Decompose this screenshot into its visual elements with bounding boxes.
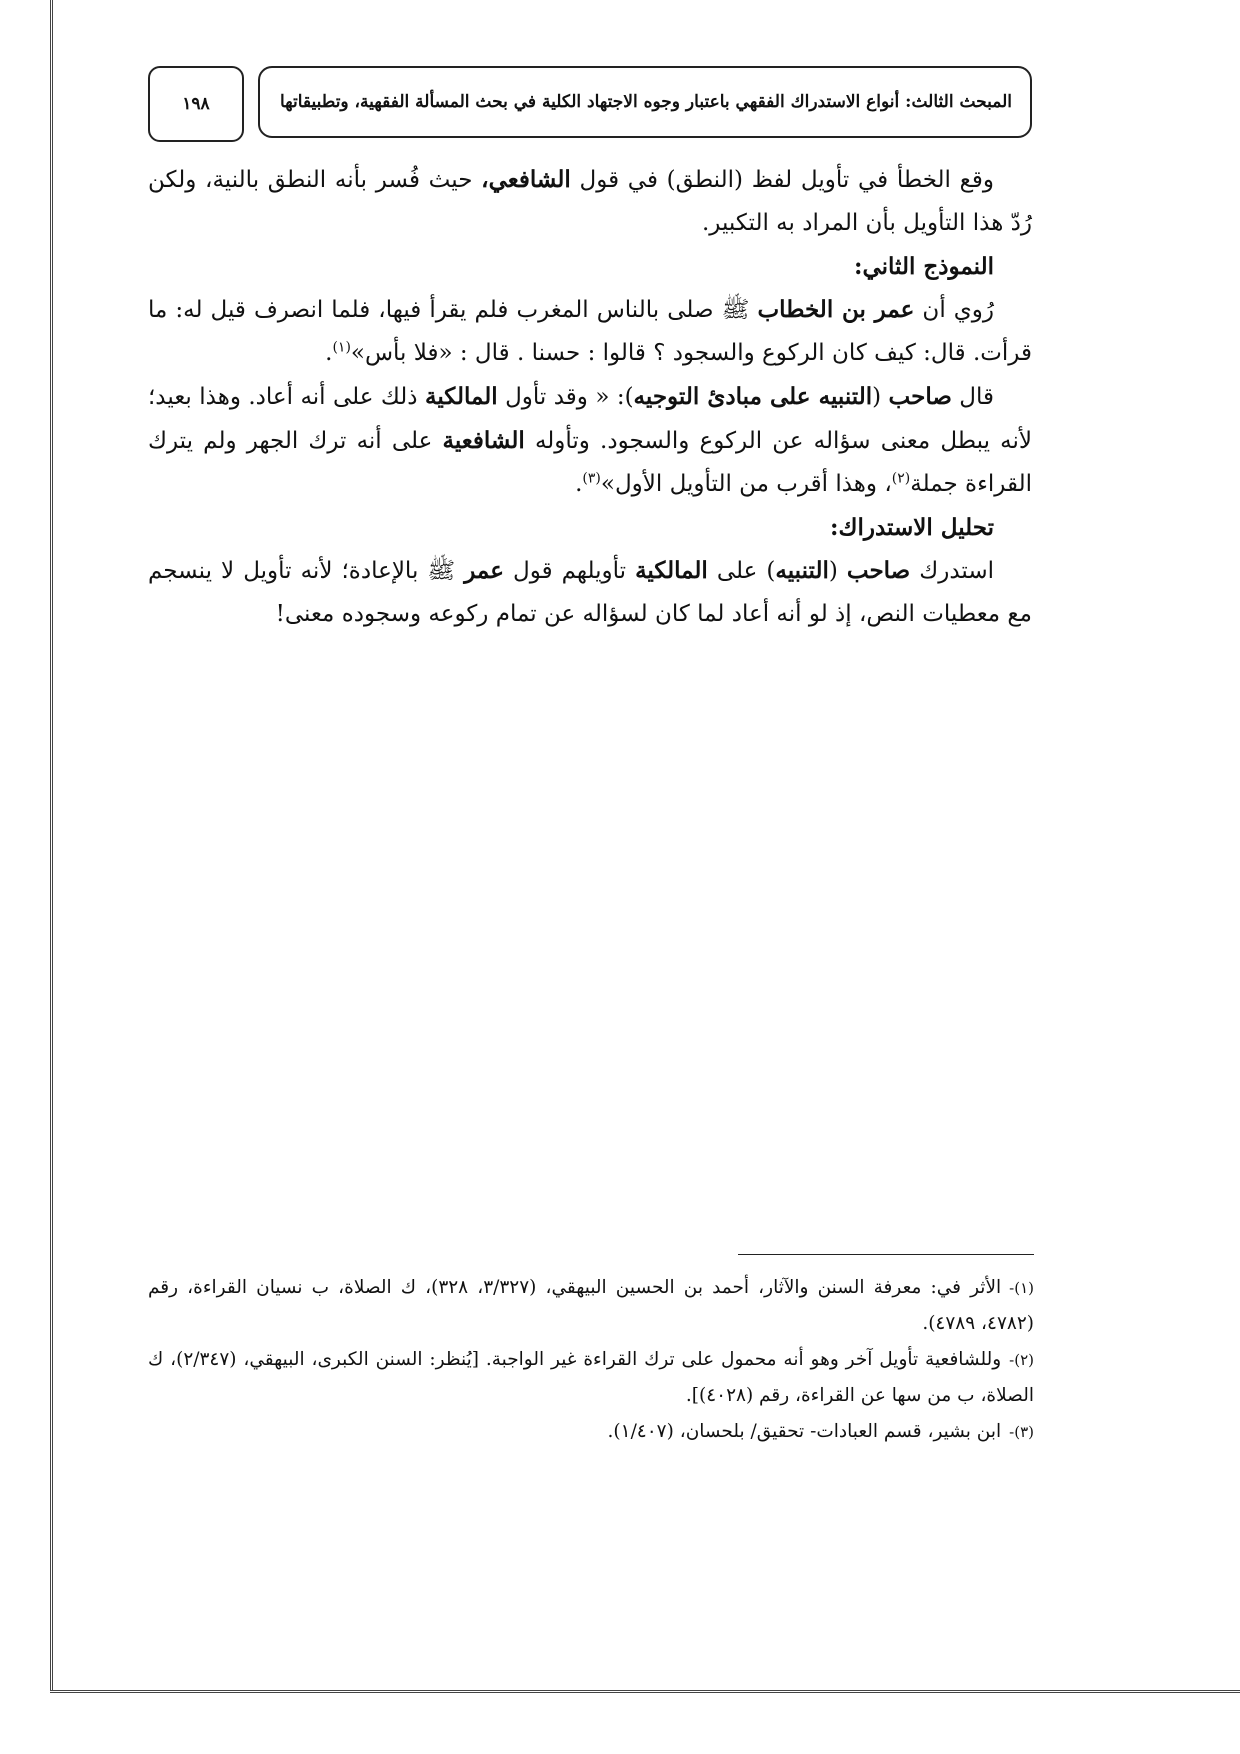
text-run: وقع الخطأ في تأويل لفظ (النطق) في قول bbox=[570, 167, 995, 193]
paragraph-1 bbox=[148, 158, 1032, 245]
text-run: ( bbox=[872, 384, 889, 410]
subheading-analysis: تحليل الاستدراك: bbox=[830, 514, 994, 541]
text-run: ﷺ صلى بالناس المغرب فلم يقرأ فيها، فلما انصرف قيل له: ما قرأت. قال: كيف كان الركوع والسجود ؟ قالوا : حسنا . قال : «فلا بأس» bbox=[148, 297, 1032, 366]
footnote-text: وللشافعية تأويل آخر وهو أنه محمول على ترك القراءة غير الواجبة. [يُنظر: السنن الكبرى، البيهقي، (٢/٣٤٧)، ك الصلاة، ب من سها عن القراءة، رقم (٤٠٢٨)]. bbox=[148, 1349, 1034, 1406]
bold-term: المالكية bbox=[635, 557, 708, 584]
bold-term: الشافعي، bbox=[481, 166, 571, 193]
main-text bbox=[148, 158, 1032, 636]
footnote-mark: (٣)- bbox=[1009, 1423, 1034, 1441]
bold-term: المالكية bbox=[424, 383, 498, 410]
page-number-text: ١٩٨ bbox=[182, 94, 210, 114]
paragraph-4 bbox=[148, 549, 1032, 636]
paragraph-2 bbox=[148, 288, 1032, 375]
text-run: ): « وقد تأول bbox=[497, 384, 634, 410]
text-run: ( bbox=[828, 558, 847, 584]
text-run: ) على bbox=[707, 558, 776, 584]
footnote-ref-3[interactable]: (٣) bbox=[582, 470, 601, 487]
text-run: . bbox=[575, 471, 583, 497]
bold-term: صاحب bbox=[846, 557, 911, 584]
page-frame-bottom-border bbox=[50, 1690, 1240, 1693]
bold-term: التنبيه bbox=[775, 557, 829, 584]
footnotes bbox=[148, 1270, 1034, 1450]
footnote-separator bbox=[738, 1254, 1034, 1255]
footnote-3 bbox=[148, 1414, 1034, 1450]
text-run: على أنه ترك الجهر ولم يترك القراءة جملة bbox=[148, 428, 1032, 497]
text-run: ﷺ بالإعادة؛ لأنه تأويل لا ينسجم مع معطيات النص، إذ لو أنه أعاد لما كان لسؤاله عن تمام ركوعه وسجوده معنى! bbox=[148, 558, 1032, 627]
paragraph-3 bbox=[148, 375, 1032, 506]
bold-term: عمر بن الخطاب bbox=[757, 296, 915, 323]
text-run: قال bbox=[951, 384, 995, 410]
bold-term: التنبيه على مبادئ التوجيه bbox=[633, 383, 873, 410]
bold-term: عمر bbox=[464, 557, 504, 584]
footnote-1 bbox=[148, 1270, 1034, 1342]
footnote-text: الأثر في: معرفة السنن والآثار، أحمد بن الحسين البيهقي، (٣/٣٢٧، ٣٢٨)، ك الصلاة، ب نسيان القراءة، رقم (٤٧٨٢، ٤٧٨٩). bbox=[148, 1277, 1034, 1334]
footnote-ref-1[interactable]: (١) bbox=[332, 339, 351, 356]
text-run: ، وهذا أقرب من التأويل الأول» bbox=[600, 471, 892, 497]
footnote-text: ابن بشير، قسم العبادات- تحقيق/ بلحسان، (١/٤٠٧). bbox=[607, 1421, 1002, 1442]
footnote-ref-2[interactable]: (٢) bbox=[891, 470, 911, 487]
footnote-mark: (٢)- bbox=[1009, 1351, 1034, 1369]
running-header bbox=[258, 66, 1032, 138]
text-run: ذلك على أنه أعاد. وهذا بعيد؛ لأنه يبطل معنى سؤاله عن الركوع والسجود. وتأوله bbox=[148, 384, 1032, 454]
bold-term: صاحب bbox=[888, 383, 952, 410]
text-run: . bbox=[325, 340, 333, 366]
text-run: حيث فُسر بأنه النطق بالنية، ولكن رُدّ هذا التأويل بأن المراد به التكبير. bbox=[148, 167, 1032, 236]
footnote-2 bbox=[148, 1342, 1034, 1414]
text-run: تأويلهم قول bbox=[503, 558, 636, 584]
bold-term: الشافعية bbox=[442, 427, 525, 454]
text-run: رُوي أن bbox=[914, 297, 994, 323]
subheading-model-two: النموذج الثاني: bbox=[853, 253, 994, 280]
footnote-mark: (١)- bbox=[1009, 1279, 1034, 1297]
text-run: استدرك bbox=[910, 558, 994, 584]
page-number bbox=[148, 66, 244, 142]
running-title: المبحث الثالث: أنواع الاستدراك الفقهي باعتبار وجوه الاجتهاد الكلية في بحث المسألة الفقهية، وتطبيقاتها bbox=[279, 92, 1012, 112]
page-frame-left-border bbox=[50, 0, 53, 1690]
